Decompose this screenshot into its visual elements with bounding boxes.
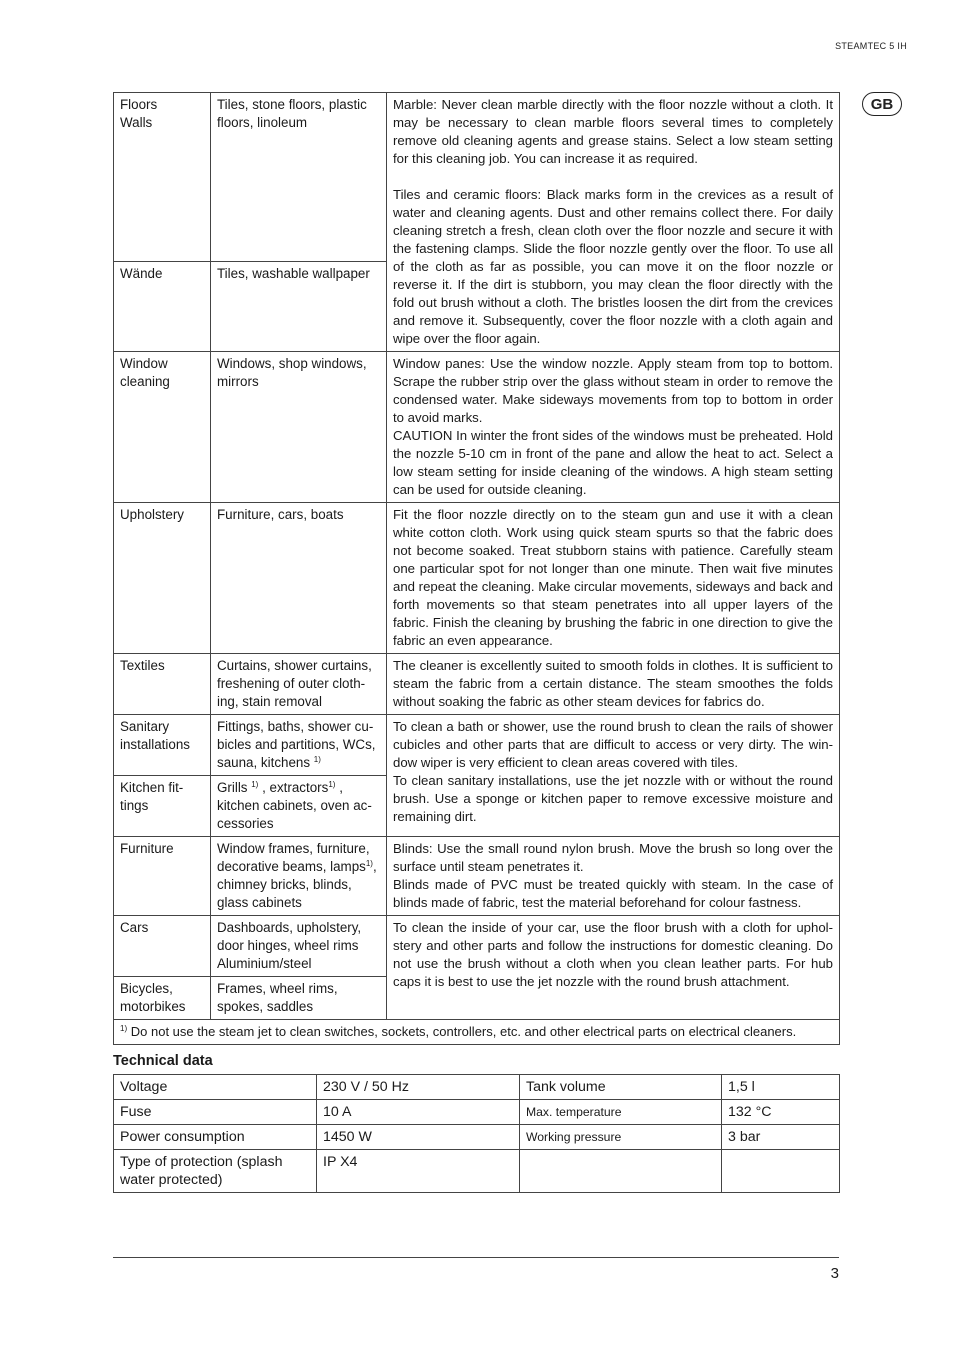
- spec-label: Power consumption: [114, 1125, 317, 1150]
- spec-value: 10 A: [317, 1100, 520, 1125]
- language-badge: GB: [862, 92, 902, 116]
- table-row: [114, 715, 840, 776]
- spec-value: IP X4: [317, 1150, 520, 1193]
- description-cell: [387, 352, 840, 503]
- area-label: Kitchen fit-: [120, 780, 184, 795]
- page-number: 3: [830, 1265, 839, 1282]
- description-text: To clean sanitary installations, use the jet nozzle with or without the round brush. Use a sponge or kitchen paper to remove excessive moisture and remaining dirt.: [393, 773, 833, 824]
- footnote-ref: 1): [313, 755, 321, 764]
- spec-value: 1450 W: [317, 1125, 520, 1150]
- table-row: [114, 1150, 840, 1193]
- area-label: cleaning: [120, 374, 170, 389]
- area-label: tings: [120, 798, 149, 813]
- description-cell: To clean the inside of your car, use the floor brush with a cloth for uphol-stery and other parts and follow the instructions for domestic cleaning. Do not use the brush without a cloth when you clean leather parts. For hub caps it is best to use the jet nozzle with the round brush attachment.: [387, 916, 840, 1020]
- area-label: Floors: [120, 97, 158, 112]
- description-text: To clean a bath or shower, use the round brush to clean the rails of shower cubicles and other parts that are difficult to access or very dirty. The win-dow wiper is very efficient to clean areas covered with tiles.: [393, 719, 833, 770]
- area-cell: [114, 352, 211, 503]
- description-cell: The cleaner is excellently suited to smooth folds in clothes. It is sufficient to steam the fabric from a certain distance. The steam smoothes the folds without soaking the fabric as other steam devices for fabrics do.: [387, 654, 840, 715]
- footnote-text: Do not use the steam jet to clean switches, sockets, controllers, etc. and other electrical parts on electrical cleaners.: [130, 1024, 797, 1039]
- technical-data-title: Technical data: [113, 1053, 213, 1069]
- spec-value: 230 V / 50 Hz: [317, 1075, 520, 1100]
- area-label: motorbikes: [120, 999, 186, 1014]
- spec-value: 132 °C: [722, 1100, 840, 1125]
- surface-text: , extractors: [262, 780, 329, 795]
- spec-label: Max. temperature: [520, 1100, 722, 1125]
- footnote-cell: [114, 1020, 840, 1045]
- area-label: Textiles: [120, 658, 165, 673]
- area-label: Bicycles,: [120, 981, 173, 996]
- area-cell: [114, 654, 211, 715]
- technical-data-table: [113, 1074, 840, 1193]
- table-row: [114, 1100, 840, 1125]
- description-text: Marble: Never clean marble directly with the floor nozzle without a cloth. It may be necessary to clean marble floors several times to completely remove old cleaning agents and grease stains. Select a low steam setting for this cleaning job. You can increase it as required.: [393, 97, 833, 166]
- spec-label: Voltage: [114, 1075, 317, 1100]
- surface-text: Grills: [217, 780, 248, 795]
- area-cell: [114, 916, 211, 977]
- table-row: [114, 1075, 840, 1100]
- table-row: [114, 916, 840, 977]
- table-row: [114, 837, 840, 916]
- surface-text: Window frames, furniture, decorative beams, lamps: [217, 841, 370, 874]
- surface-text: Fittings, baths, shower cu-bicles and partitions, WCs, sauna, kitchens: [217, 719, 376, 770]
- description-text: CAUTION In winter the front sides of the windows must be preheated. Hold the nozzle 5-10 cm in front of the pane and allow the heat to act. Select a low steam setting for inside cleaning of the windows. A high steam setting can be used for outside cleaning.: [393, 428, 833, 497]
- surface-cell: Tiles, washable wallpaper: [211, 261, 387, 351]
- surface-cell: [211, 715, 387, 776]
- footnote-ref: 1): [251, 780, 259, 789]
- area-label: Sanitary: [120, 719, 170, 734]
- surface-cell: Frames, wheel rims, spokes, saddles: [211, 977, 387, 1020]
- area-cell: [114, 715, 211, 776]
- surface-cell: [211, 837, 387, 916]
- surface-cell: [211, 776, 387, 837]
- description-cell: [387, 93, 840, 352]
- area-cell: [114, 503, 211, 654]
- surface-text: , kitchen cabinets, oven ac-cessories: [217, 780, 372, 831]
- spec-value: 3 bar: [722, 1125, 840, 1150]
- area-label: Walls: [120, 115, 153, 130]
- spec-label: Tank volume: [520, 1075, 722, 1100]
- area-cell: [114, 261, 211, 351]
- description-text: Window panes: Use the window nozzle. Apply steam from top to bottom. Scrape the rubber strip over the glass without steam in order to remove the condensed water. Make sideways movements from top to bottom in order to avoid marks.: [393, 356, 833, 425]
- surface-cell: Windows, shop windows, mirrors: [211, 352, 387, 503]
- cleaning-applications-table: [113, 92, 840, 1045]
- surface-cell: Dashboards, upholstery, door hinges, wheel rims Aluminium/steel: [211, 916, 387, 977]
- area-cell: [114, 776, 211, 837]
- area-label: Window: [120, 356, 168, 371]
- table-row: [114, 1125, 840, 1150]
- footer-divider: [113, 1257, 839, 1258]
- surface-cell: Curtains, shower curtains, freshening of outer cloth-ing, stain removal: [211, 654, 387, 715]
- spec-label: Fuse: [114, 1100, 317, 1125]
- area-cell: [114, 977, 211, 1020]
- spec-label: Type of protection (splash water protected): [114, 1150, 317, 1193]
- footnote-ref: 1): [365, 859, 373, 868]
- description-text: Tiles and ceramic floors: Black marks form in the crevices as a result of water and cleaning agents. Dust and other remains collect there. For daily cleaning stretch a fresh, clean cloth over the floor nozzle and secure it with the fastening clamps. Slide the floor nozzle gently over the floor. To use all of the cloth as far as possible, you can move it on the floor nozzle or reverse it. If the dirt is stubborn, you may clean the floor directly with the fold out brush without a cloth. The bristles loosen the dirt from the crevices and remove it. Subsequently, cover the floor nozzle with a cloth again and wipe over the floor again.: [393, 187, 833, 346]
- table-row: [114, 654, 840, 715]
- footnote-mark: 1): [120, 1024, 128, 1033]
- footnote-ref: 1): [328, 780, 336, 789]
- area-cell: [114, 93, 211, 262]
- surface-text: , chimney bricks, blinds, glass cabinets: [217, 859, 377, 910]
- description-text: Blinds made of PVC must be treated quickly with steam. In the case of blinds made of fabric, test the material beforehand for colour fastness.: [393, 877, 833, 910]
- description-cell: Fit the floor nozzle directly on to the steam gun and use it with a clean white cotton cloth. Work using quick steam spurts so that the fabric does not become soaked. Treat stubborn stains with patience. Carefully steam one particular spot for not longer than one minute. Then wait five minutes and repeat the cleaning. Make circular movements, sideways and back and forth movements so that steam penetrates into all upper layers of the fabric. Finish the cleaning by brushing the fabric in one direction to give the fabric an even appearance.: [387, 503, 840, 654]
- description-cell: [387, 715, 840, 837]
- table-row: [114, 503, 840, 654]
- surface-cell: Furniture, cars, boats: [211, 503, 387, 654]
- spec-label: Working pressure: [520, 1125, 722, 1150]
- area-label: installations: [120, 737, 190, 752]
- area-label: Upholstery: [120, 507, 185, 522]
- spec-value: [722, 1150, 840, 1193]
- description-cell: [387, 837, 840, 916]
- area-cell: [114, 837, 211, 916]
- area-label: Furniture: [120, 841, 174, 856]
- surface-cell: Tiles, stone floors, plastic floors, linoleum: [211, 93, 387, 262]
- table-row: [114, 93, 840, 262]
- spec-value: 1,5 l: [722, 1075, 840, 1100]
- area-label: Wände: [120, 265, 163, 281]
- area-label: Cars: [120, 920, 149, 935]
- table-row: [114, 352, 840, 503]
- description-text: Blinds: Use the small round nylon brush. Move the brush so long over the surface until steam penetrates it.: [393, 841, 833, 874]
- spec-label: [520, 1150, 722, 1193]
- footnote-row: [114, 1020, 840, 1045]
- document-model-header: STEAMTEC 5 IH: [835, 41, 907, 51]
